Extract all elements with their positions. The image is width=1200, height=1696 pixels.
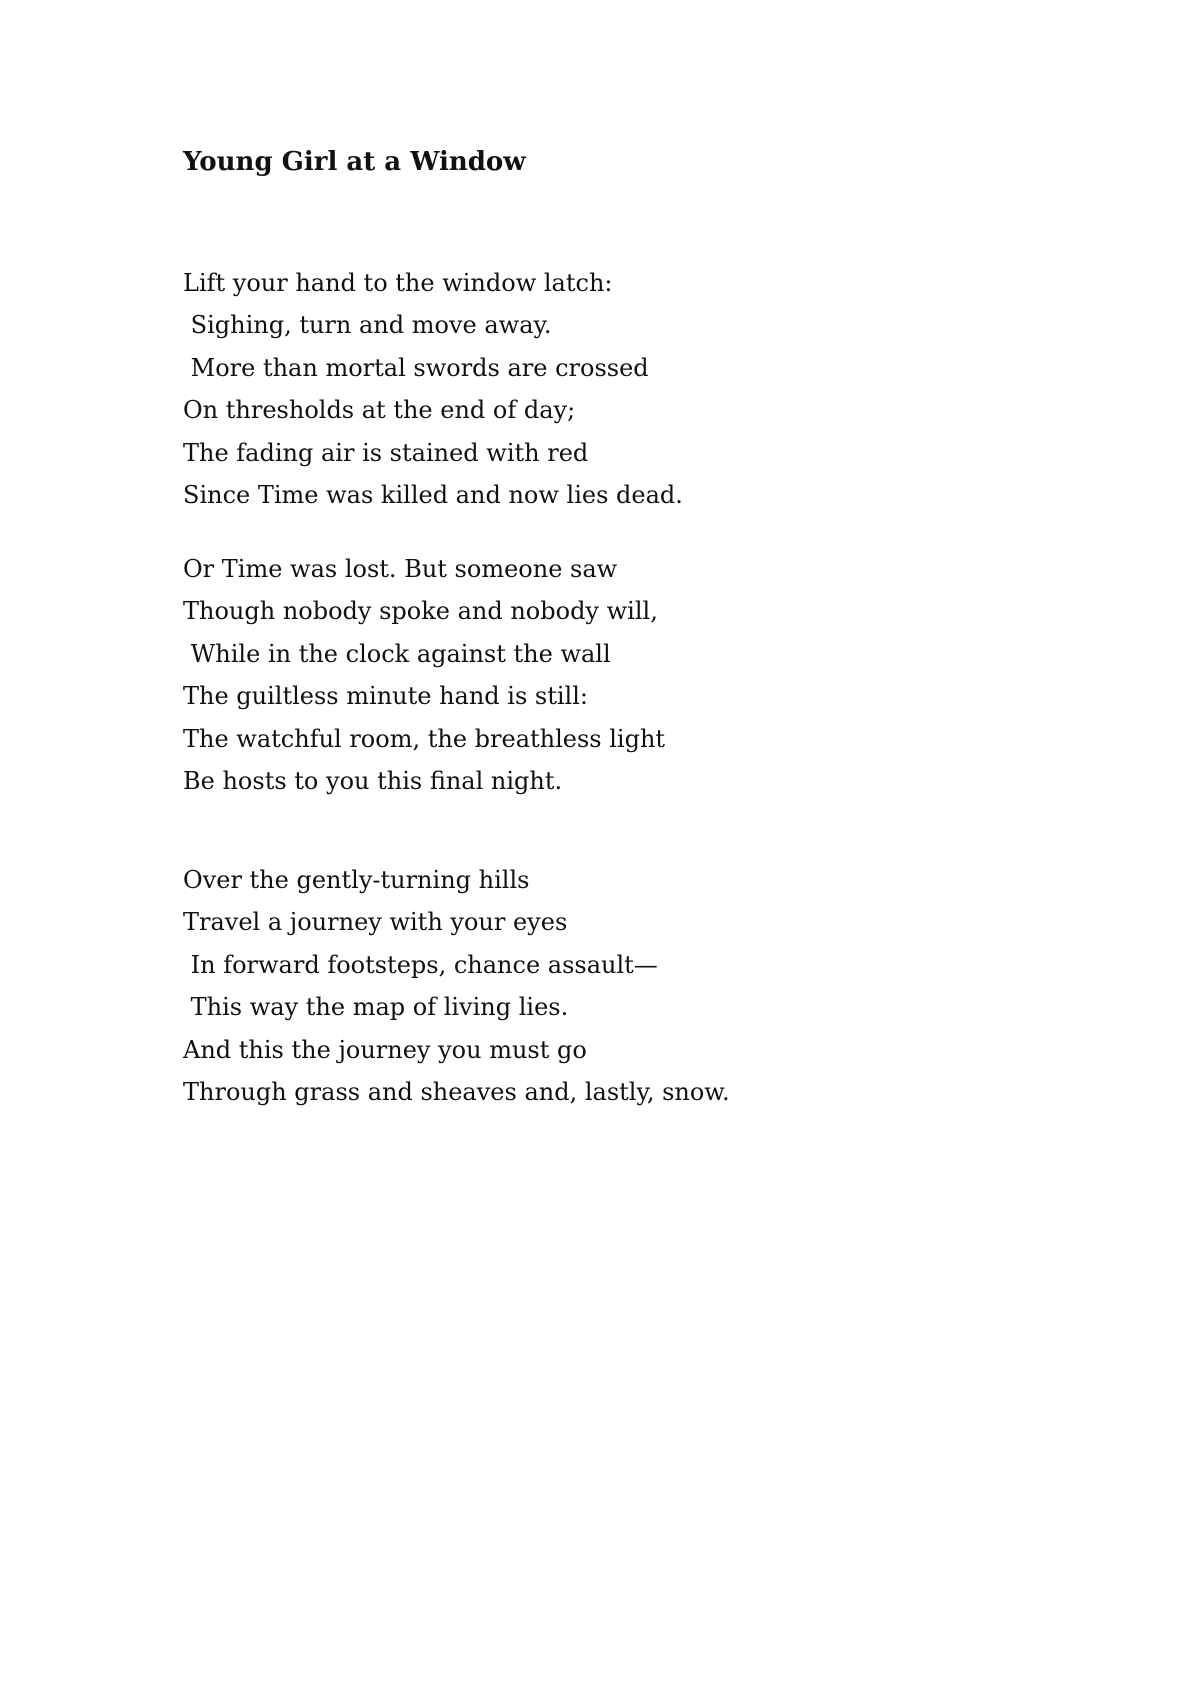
poem-line: More than mortal swords are crossed	[183, 353, 649, 382]
stanza-1	[183, 262, 683, 516]
stanza-3	[183, 859, 730, 1113]
poem-line: Sighing, turn and move away.	[183, 311, 552, 340]
poem-line: And this the journey you must go	[183, 1035, 587, 1064]
poem-title: Young Girl at a Window	[183, 147, 526, 177]
poem-line: The fading air is stained with red	[183, 438, 589, 467]
poem-line: Lift your hand to the window latch:	[183, 269, 613, 297]
poem-line: In forward footsteps, chance assault—	[183, 950, 658, 979]
poem-line: Over the gently-turning hills	[183, 866, 530, 894]
stanza-2	[183, 548, 665, 802]
poem-line: On thresholds at the end of day;	[183, 396, 576, 425]
poem-line: While in the clock against the wall	[183, 639, 611, 668]
poem-line: Or Time was lost. But someone saw	[183, 555, 618, 583]
poem-line: This way the map of living lies.	[183, 993, 569, 1022]
poem-line: Through grass and sheaves and, lastly, snow.	[183, 1077, 730, 1106]
poem-line: The guiltless minute hand is still:	[183, 682, 588, 711]
poem-line: Travel a journey with your eyes	[183, 908, 568, 937]
poem-line: The watchful room, the breathless light	[183, 724, 666, 753]
poem-line: Though nobody spoke and nobody will,	[183, 597, 658, 626]
poem-line: Be hosts to you this final night.	[183, 766, 563, 795]
poem-line: Since Time was killed and now lies dead.	[183, 480, 683, 509]
